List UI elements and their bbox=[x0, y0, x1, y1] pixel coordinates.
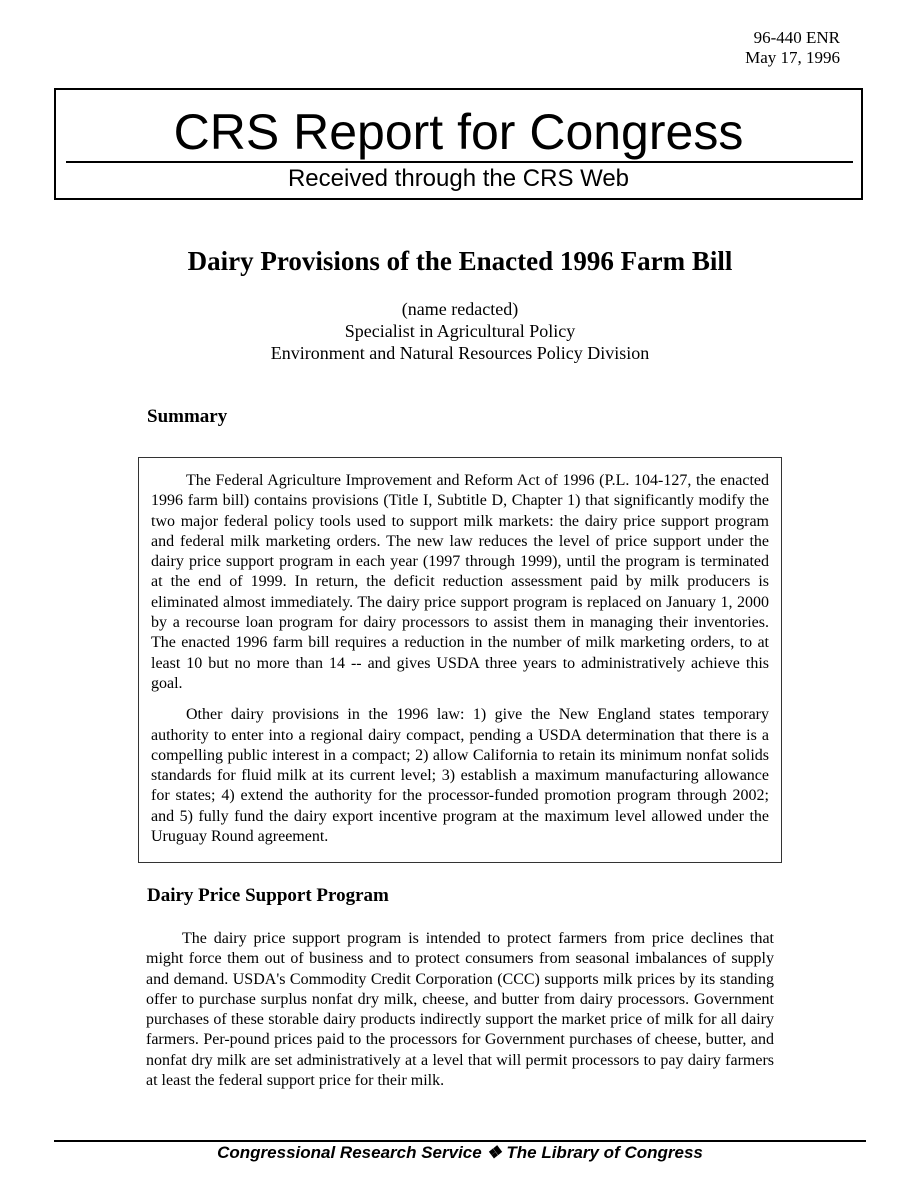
banner-title: CRS Report for Congress bbox=[173, 104, 744, 160]
author-name: (name redacted) bbox=[401, 299, 519, 319]
crs-banner bbox=[54, 88, 863, 200]
report-identifier bbox=[745, 28, 840, 68]
report-date: May 17, 1996 bbox=[745, 48, 840, 67]
banner-divider bbox=[66, 161, 853, 163]
dairy-price-support-heading: Dairy Price Support Program bbox=[147, 885, 389, 906]
author-block bbox=[0, 298, 920, 364]
footer-text: Congressional Research Service ❖ The Library of Congress bbox=[217, 1143, 703, 1162]
summary-paragraph: Other dairy provisions in the 1996 law: 1) give the New England states temporary authority to enter into a regional dairy compact, pending a USDA determination that there is a compelling public interest in a compact; 2) allow California to retain its minimum nonfat solids standards for fluid milk at its current level; 3) establish a maximum manufacturing allowance for states; 4) extend the authority for the processor-funded promotion program through 2002; and 5) fully fund the dairy export incentive program at the maximum level allowed under the Uruguay Round agreement. bbox=[151, 706, 769, 846]
dairy-price-support-paragraph: The dairy price support program is intended to protect farmers from price declines that might force them out of business and to protect consumers from seasonal imbalances of supply and demand. USDA's Commodity Credit Corporation (CCC) supports milk prices by its standing offer to purchase surplus nonfat dry milk, cheese, and butter from dairy processors. Government purchases of these storable dairy products indirectly support the market price of milk for all dairy farmers. Per-pound prices paid to the processors for Government purchases of cheese, butter, and nonfat dry milk are set administratively at a level that will permit processors to pay dairy farmers at least the federal support price for their milk. bbox=[146, 930, 774, 1090]
summary-box bbox=[138, 457, 782, 863]
author-division: Environment and Natural Resources Policy Division bbox=[270, 343, 650, 363]
report-number: 96-440 ENR bbox=[753, 28, 840, 47]
summary-heading: Summary bbox=[147, 406, 228, 427]
banner-subtitle: Received through the CRS Web bbox=[287, 165, 630, 192]
author-position: Specialist in Agricultural Policy bbox=[344, 321, 576, 341]
summary-paragraph: The Federal Agriculture Improvement and Reform Act of 1996 (P.L. 104-127, the enacted 1996 farm bill) contains provisions (Title I, Subtitle D, Chapter 1) that significantly modify the two major federal policy tools used to support milk markets: the dairy price support program and federal milk marketing orders. The new law reduces the level of price support under the dairy price support program in each year (1997 through 1999), until the program is terminated at the end of 1999. In return, the deficit reduction assessment paid by milk producers is eliminated almost immediately. The dairy price support program is replaced on January 1, 2000 by a recourse loan program for dairy processors to assist them in managing their inventories. The enacted 1996 farm bill requires a reduction in the number of milk marketing orders, to at least 10 but no more than 14 -- and gives USDA three years to administratively achieve this goal. bbox=[151, 472, 769, 692]
document-title: Dairy Provisions of the Enacted 1996 Farm Bill bbox=[187, 246, 733, 276]
